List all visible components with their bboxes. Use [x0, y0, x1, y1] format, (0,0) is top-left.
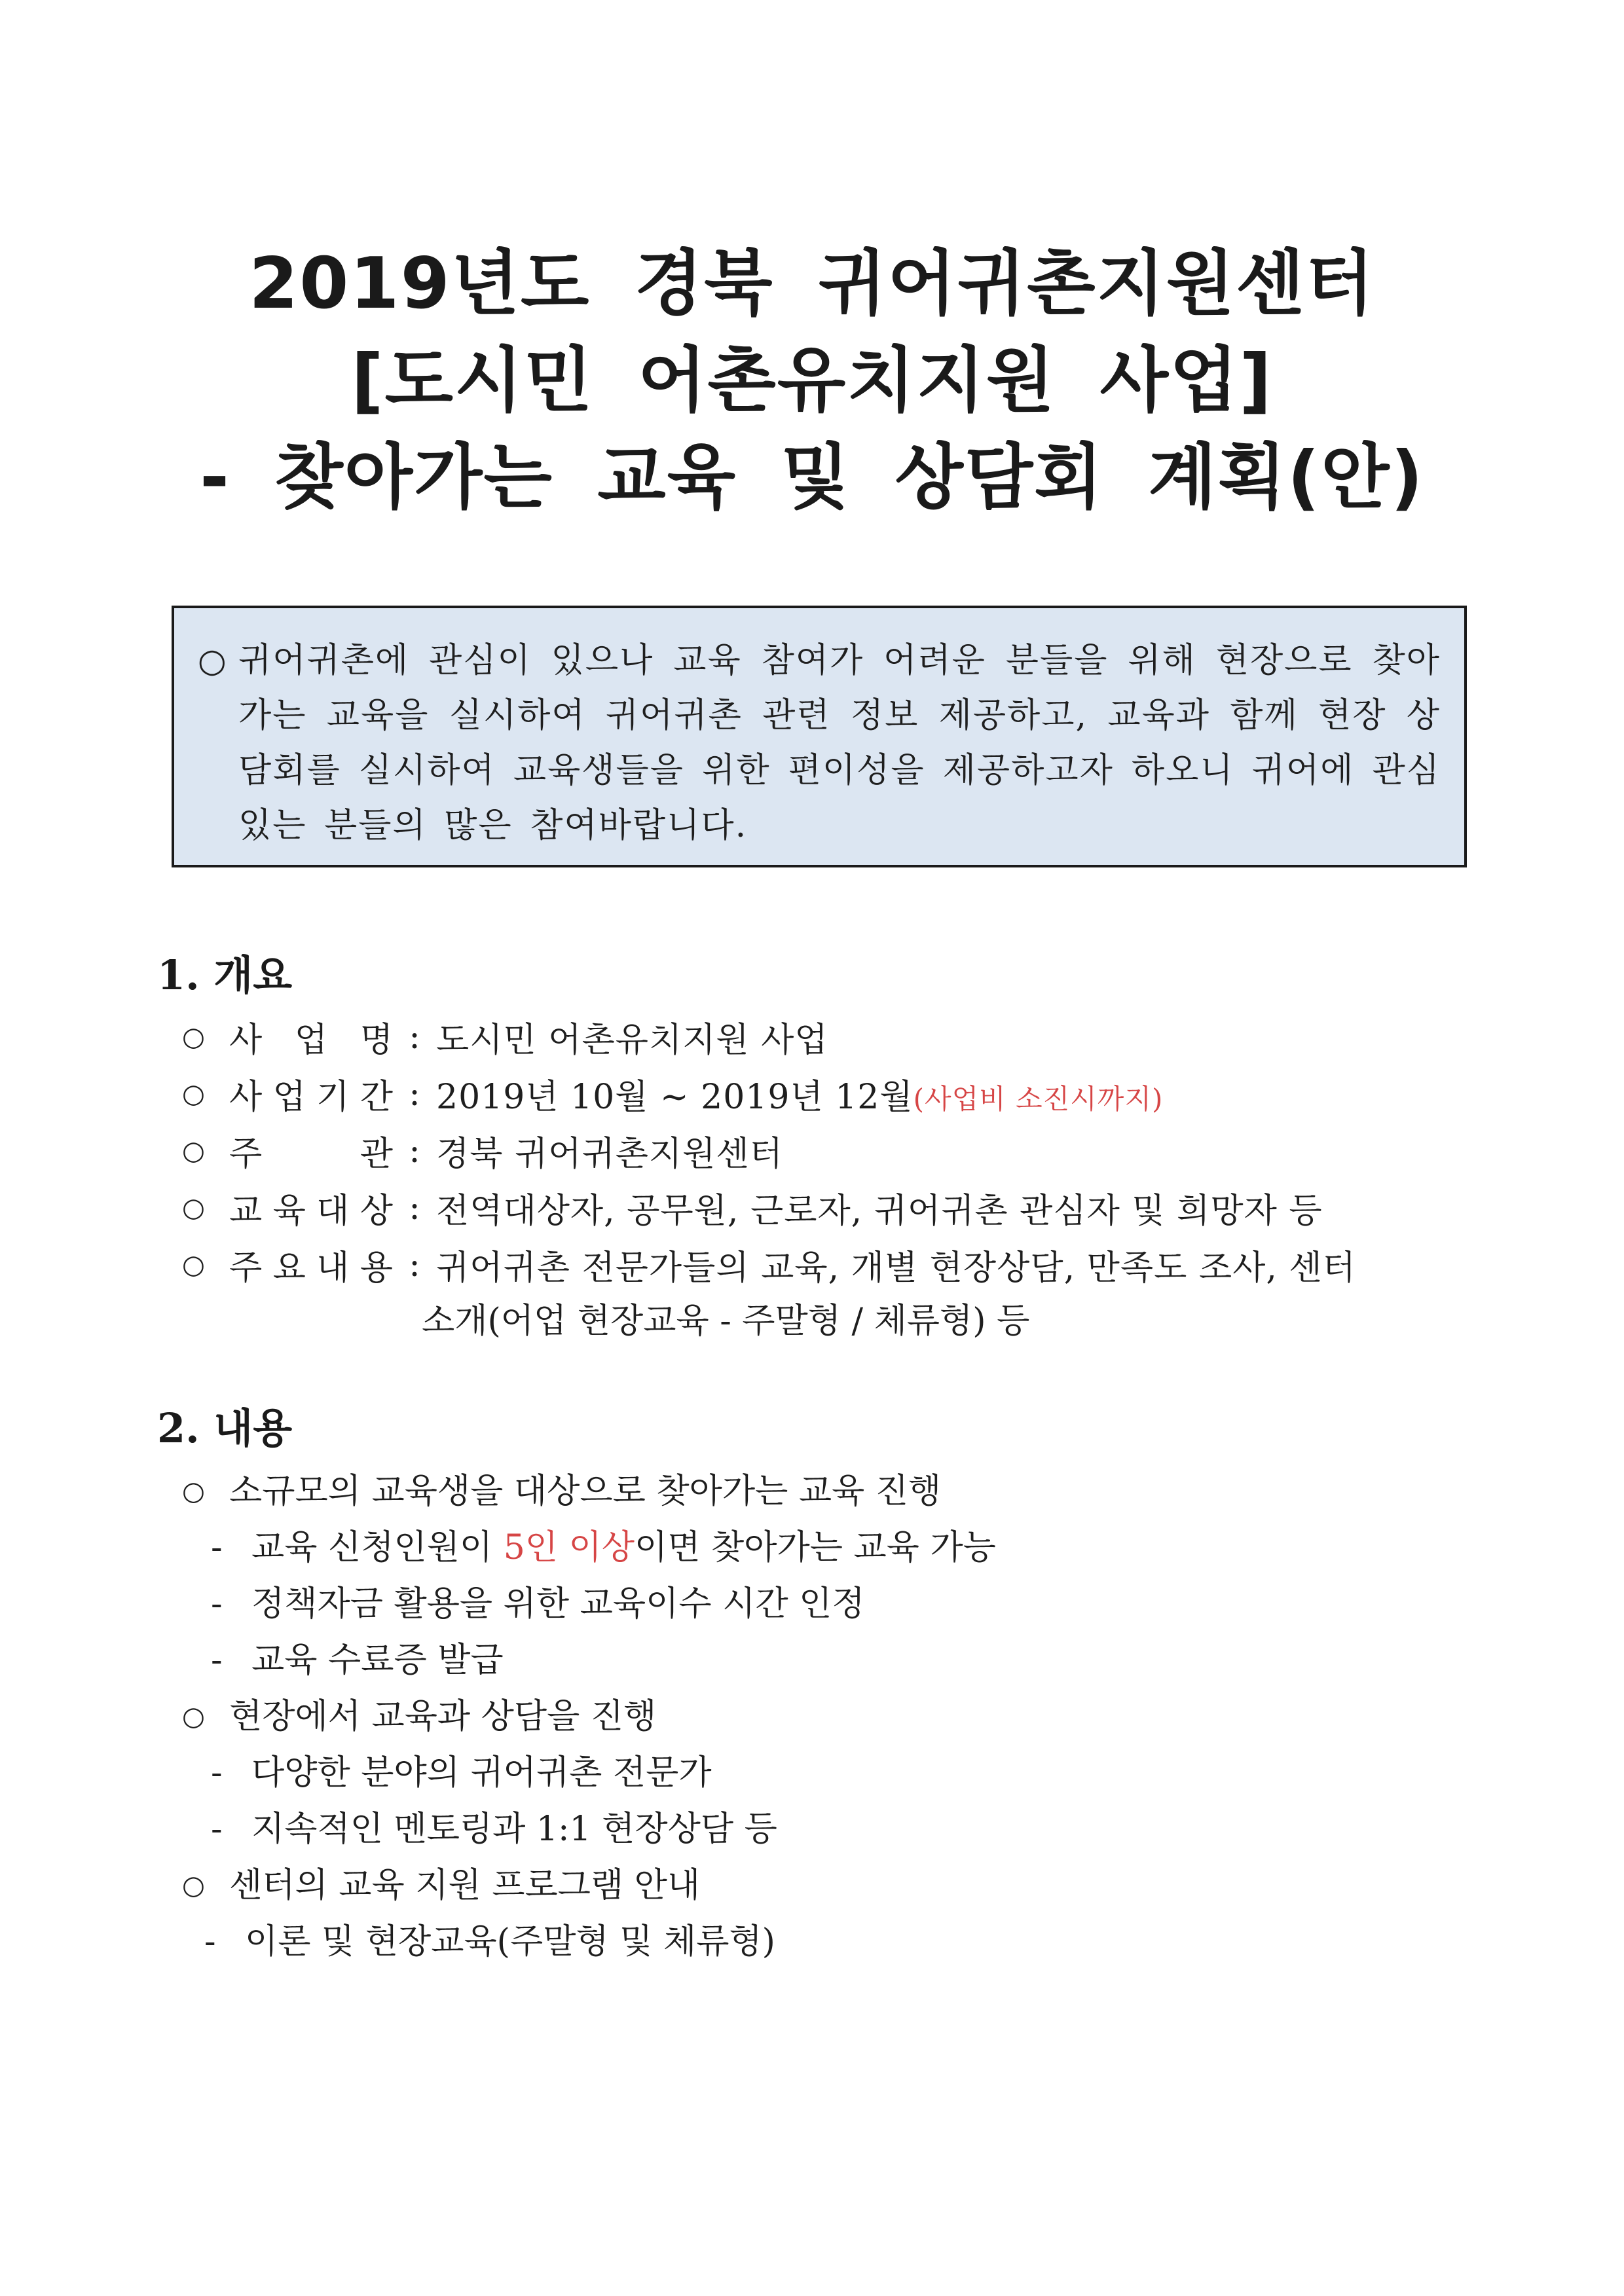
dash: - — [211, 1584, 223, 1624]
overview-value-continuation: 소개(어업 현장교육 - 주말형 / 체류형) 등 — [422, 1302, 1030, 1341]
content-sub-item: - 다양한 분야의 귀어귀촌 전문가 — [182, 1745, 1466, 1801]
bullet: ○ — [182, 1476, 205, 1506]
intro-box — [172, 606, 1467, 867]
dash: - — [211, 1753, 223, 1793]
content-item — [182, 1688, 1466, 1745]
title-line-3: - 찾아가는 교육 및 상담회 계획(안) — [200, 437, 1424, 519]
overview-value: 2019년 10월 ~ 2019년 12월(사업비 소진시까지) — [436, 1078, 1164, 1117]
dash: - — [204, 1922, 216, 1961]
overview-value: 귀어귀촌 전문가들의 교육, 개별 현장상담, 만족도 조사, 센터 — [436, 1248, 1356, 1288]
overview-label: 사 업 기 간 — [229, 1078, 393, 1117]
content-item-text: 현장에서 교육과 상담을 진행 — [229, 1697, 657, 1736]
content-item-text: 소규모의 교육생을 대상으로 찾아가는 교육 진행 — [229, 1472, 942, 1511]
dash: - — [211, 1528, 223, 1567]
bullet: ○ — [182, 1870, 205, 1901]
title-line-1: 2019년도 경북 귀어귀촌지원센터 — [249, 243, 1375, 325]
content-sub-item: - 이론 및 현장교육(주말형 및 체류형) — [182, 1914, 1466, 1970]
overview-row-contents — [182, 1236, 1466, 1293]
intro-bullet: ○ — [198, 642, 227, 680]
overview-label: 주 요 내 용 — [229, 1248, 393, 1288]
content-item — [182, 1463, 1466, 1520]
intro-text: 귀어귀촌에 관심이 있으나 교육 참여가 어려운 분들을 위해 현장으로 찾아가는 교육을 실시하여 귀어귀촌 관련 정보 제공하고, 교육과 함께 현장 상담회를 실시하여 교육생들을 위한 편이성을 제공하고자 하오니 귀어에 관심있는 분들의 많은 참여바랍니다. — [238, 641, 1441, 845]
content-sub-item: - 정책자금 활용을 위한 교육이수 시간 인정 — [182, 1576, 1466, 1632]
colon: : — [409, 1074, 420, 1114]
colon: : — [409, 1188, 420, 1228]
section-2-heading: 2. 내용 — [157, 1404, 293, 1452]
overview-row-period — [182, 1065, 1466, 1122]
content-item-text: 센터의 교육 지원 프로그램 안내 — [229, 1866, 701, 1905]
colon: : — [409, 1131, 420, 1171]
period-note: (사업비 소진시까지) — [913, 1083, 1164, 1115]
overview-value: 경북 귀어귀촌지원센터 — [436, 1135, 783, 1174]
content-sub-item: - 교육 신청인원이 5인 이상이면 찾아가는 교육 가능 — [182, 1520, 1466, 1576]
content-item — [182, 1857, 1466, 1914]
document-title — [0, 243, 1624, 519]
colon: : — [409, 1245, 420, 1285]
section-1-heading: 1. 개요 — [157, 951, 293, 999]
dash: - — [211, 1641, 223, 1680]
overview-label: 주 관 — [229, 1135, 393, 1174]
bullet: ○ — [182, 1192, 205, 1223]
bullet: ○ — [182, 1135, 205, 1166]
overview-row-organizer — [182, 1122, 1466, 1179]
overview-row-target — [182, 1179, 1466, 1236]
title-line-2: [도시민 어촌유치지원 사업] — [351, 340, 1273, 422]
bullet: ○ — [182, 1078, 205, 1109]
bullet: ○ — [182, 1021, 205, 1052]
bullet: ○ — [182, 1702, 205, 1732]
overview-row-project-name — [182, 1008, 1466, 1065]
colon: : — [409, 1017, 420, 1057]
overview-value: 도시민 어촌유치지원 사업 — [436, 1021, 828, 1060]
overview-label: 교 육 대 상 — [229, 1192, 393, 1231]
dash: - — [211, 1810, 223, 1849]
bullet: ○ — [182, 1249, 205, 1280]
content-sub-item: - 교육 수료증 발급 — [182, 1632, 1466, 1688]
overview-label: 사 업 명 — [229, 1021, 393, 1060]
overview-value: 전역대상자, 공무원, 근로자, 귀어귀촌 관심자 및 희망자 등 — [436, 1192, 1323, 1231]
overview-list — [182, 1008, 1466, 1350]
highlight-text: 5인 이상 — [503, 1528, 635, 1567]
content-list — [182, 1463, 1466, 1970]
content-sub-item: - 지속적인 멘토링과 1:1 현장상담 등 — [182, 1801, 1466, 1857]
intro-row — [198, 633, 1441, 853]
